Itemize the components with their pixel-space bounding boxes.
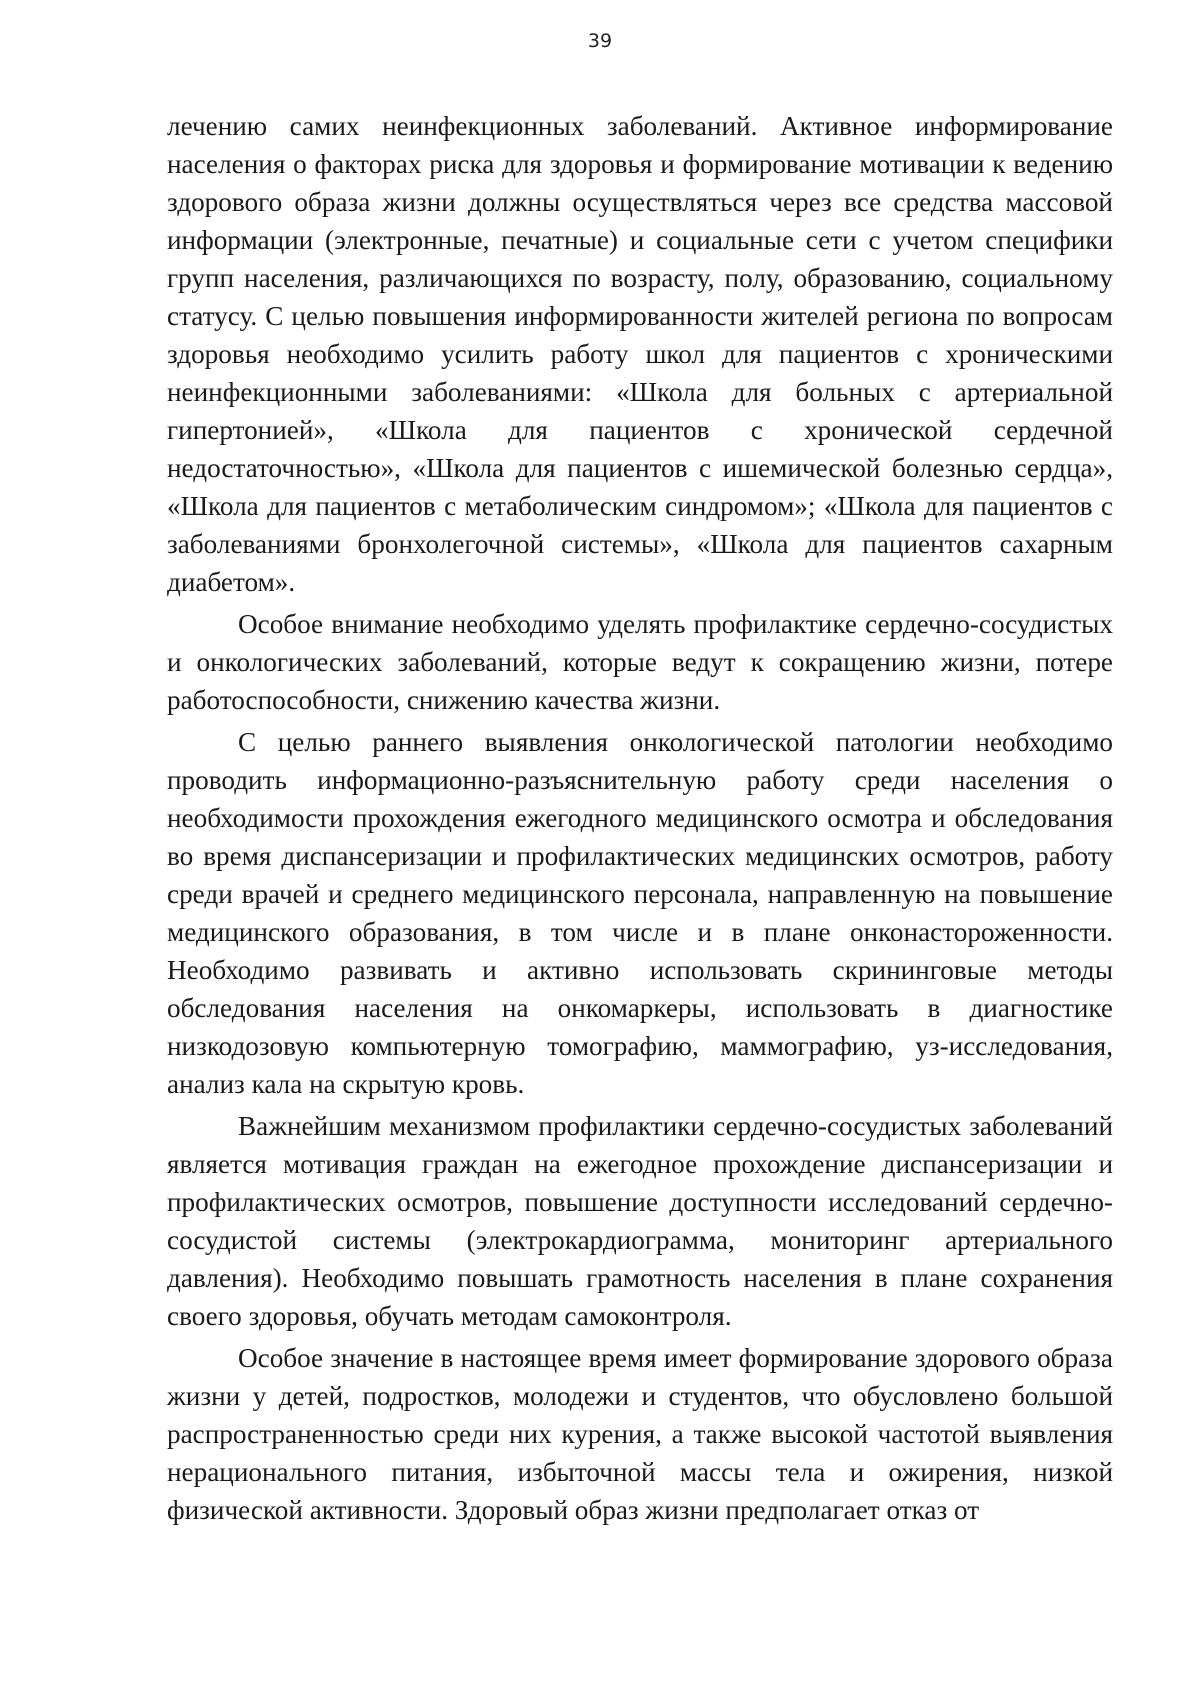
paragraph-4: Важнейшим механизмом профилактики сердечно-сосудистых заболеваний является мотивация граждан на ежегодное прохождение диспансеризации и профилактических осмотров, повышение доступности исследований сердечно-сосудистой системы (электрокардиограмма, мониторинг артериального давления). Необходимо повышать грамотность населения в плане сохранения своего здоровья, обучать методам самоконтроля. [167, 1111, 1113, 1331]
paragraph-3: С целью раннего выявления онкологической патологии необходимо проводить информационно-разъяснительную работу среди населения о необходимости прохождения ежегодного медицинского осмотра и обследования во время диспансеризации и профилактических медицинских осмотров, работу среди врачей и среднего медицинского персонала, направленную на повышение медицинского образования, в том числе и в плане онконастороженности. Необходимо развивать и активно использовать скрининговые методы обследования населения на онкомаркеры, использовать в диагностике низкодозовую компьютерную томографию, маммографию, уз-исследования, анализ кала на скрытую кровь. [167, 727, 1113, 1099]
body-text [167, 107, 1113, 1529]
paragraph-1: лечению самих неинфекционных заболеваний. Активное информирование населения о факторах риска для здоровья и формирование мотивации к ведению здорового образа жизни должны осуществляться через все средства массовой информации (электронные, печатные) и социальные сети с учетом специфики групп населения, различающихся по возрасту, полу, образованию, социальному статусу. С целью повышения информированности жителей региона по вопросам здоровья необходимо усилить работу школ для пациентов с хроническими неинфекционными заболеваниями: «Школа для больных с артериальной гипертонией», «Школа для пациентов с хронической сердечной недостаточностью», «Школа для пациентов с ишемической болезнью сердца», «Школа для пациентов с метаболическим синдромом»; «Школа для пациентов с заболеваниями бронхолегочной системы», «Школа для пациентов сахарным диабетом». [167, 111, 1113, 597]
page-number: 39 [587, 30, 613, 52]
paragraph-2: Особое внимание необходимо уделять профилактике сердечно-сосудистых и онкологических заболеваний, которые ведут к сокращению жизни, потере работоспособности, снижению качества жизни. [167, 609, 1113, 715]
paragraph-5: Особое значение в настоящее время имеет формирование здорового образа жизни у детей, подростков, молодежи и студентов, что обусловлено большой распространенностью среди них курения, а также высокой частотой выявления нерационального питания, избыточной массы тела и ожирения, низкой физической активности. Здоровый образ жизни предполагает отказ от [167, 1343, 1113, 1525]
